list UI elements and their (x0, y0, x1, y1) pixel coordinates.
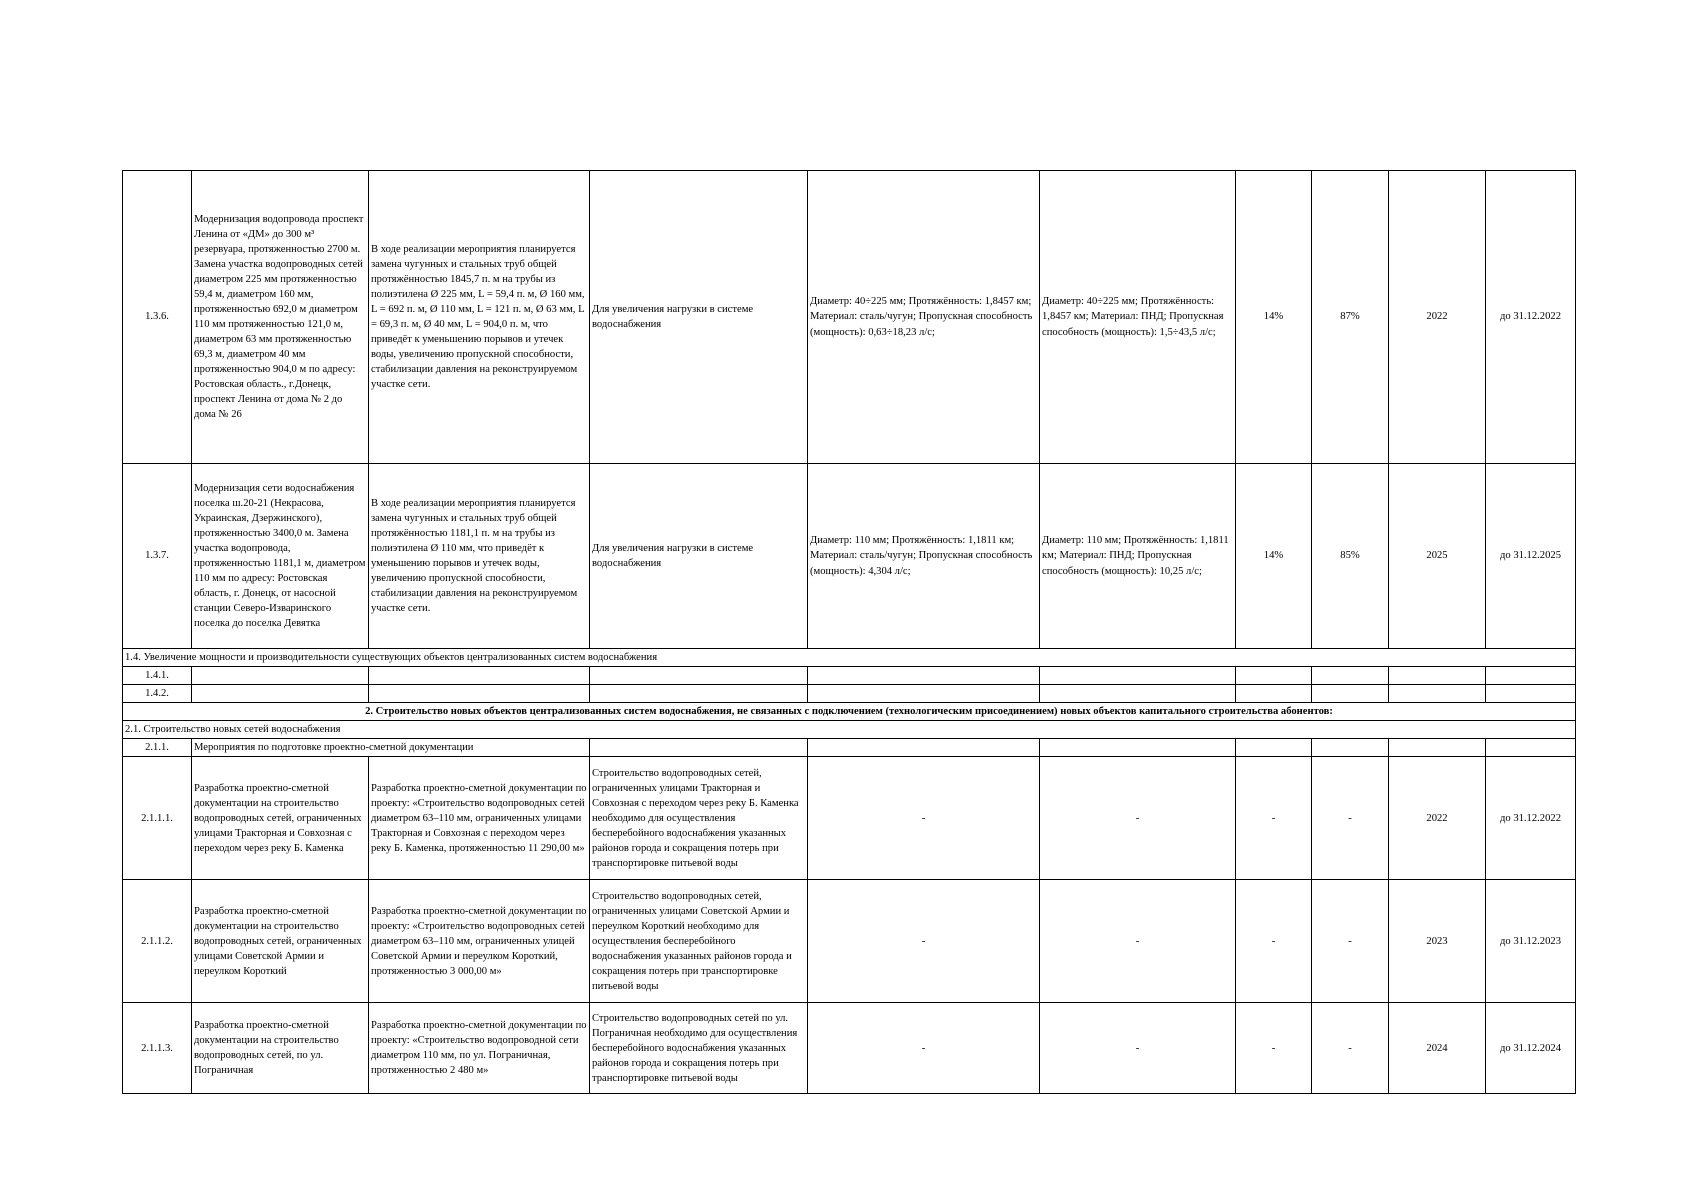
empty-cell (590, 739, 808, 757)
percent-after: 87% (1312, 171, 1389, 464)
row-number: 2.1.1.1. (123, 757, 192, 880)
measure-description: В ходе реализации мероприятия планируется замена чугунных и стальных труб общей протяжённостью 1845,7 п. м на трубы из полиэтилена Ø 225 мм, L = 59,4 п. м, Ø 160 мм, L = 692 п. м, Ø 110 мм, L = 121 п. м, Ø 63 мм, L = 69,3 п. м, Ø 40 мм, L = 904,0 п. м, что приведёт к уменьшению порывов и утечек воды, увеличению пропускной способности, стабилизации давления на реконструируемом участке сети. (369, 171, 590, 464)
year: 2023 (1389, 880, 1486, 1003)
deadline: до 31.12.2025 (1486, 464, 1576, 649)
table-row (123, 171, 1576, 464)
percent-before: - (1236, 880, 1312, 1003)
params-before: Диаметр: 110 мм; Протяжённость: 1,1811 км; Материал: сталь/чугун; Пропускная способность (мощность): 4,304 л/с; (808, 464, 1040, 649)
row-number: 2.1.1. (123, 739, 192, 757)
deadline: до 31.12.2024 (1486, 1003, 1576, 1094)
heading-row (123, 703, 1576, 721)
empty-cell (1389, 685, 1486, 703)
row-number: 1.3.6. (123, 171, 192, 464)
year: 2024 (1389, 1003, 1486, 1094)
empty-cell (1040, 685, 1236, 703)
empty-cell (1040, 739, 1236, 757)
empty-cell (369, 685, 590, 703)
measure-goal: Строительство водопроводных сетей, ограниченных улицами Тракторная и Совхозная с переходом через реку Б. Каменка необходимо для осуществления бесперебойного водоснабжения указанных районов города и сокращения потерь при транспортировке питьевой воды (590, 757, 808, 880)
empty-cell (192, 667, 369, 685)
params-after: - (1040, 757, 1236, 880)
params-after: Диаметр: 40÷225 мм; Протяжённость: 1,8457 км; Материал: ПНД; Пропускная способность (мощность): 1,5÷43,5 л/с; (1040, 171, 1236, 464)
empty-cell (1236, 739, 1312, 757)
empty-cell (369, 667, 590, 685)
row-number: 1.4.1. (123, 667, 192, 685)
section-row (123, 649, 1576, 667)
measure-description: Разработка проектно-сметной документации по проекту: «Строительство водопроводной сети диаметром 110 мм, по ул. Пограничная, протяженностью 2 480 м» (369, 1003, 590, 1094)
measure-goal: Строительство водопроводных сетей, ограниченных улицами Советской Армии и переулком Короткий необходимо для осуществления бесперебойного водоснабжения указанных районов города и сокращения потерь при транспортировке питьевой воды (590, 880, 808, 1003)
empty-cell (1486, 739, 1576, 757)
percent-before: - (1236, 1003, 1312, 1094)
percent-after: - (1312, 1003, 1389, 1094)
chapter-heading: 2. Строительство новых объектов централизованных систем водоснабжения, не связанных с подключением (технологическим присоединением) новых объектов капитального строительства абонентов: (123, 703, 1576, 721)
measure-name: Разработка проектно-сметной документации на строительство водопроводных сетей, ограниченных улицами Советской Армии и переулком Короткий (192, 880, 369, 1003)
measure-goal: Для увеличения нагрузки в системе водоснабжения (590, 171, 808, 464)
table-row (123, 464, 1576, 649)
table-row (123, 667, 1576, 685)
empty-cell (1486, 667, 1576, 685)
deadline: до 31.12.2022 (1486, 757, 1576, 880)
measure-goal: Строительство водопроводных сетей по ул. Пограничная необходимо для осуществления бесперебойного водоснабжения указанных районов города и сокращения потерь при транспортировке питьевой воды (590, 1003, 808, 1094)
empty-cell (1312, 685, 1389, 703)
table-row (123, 739, 1576, 757)
year: 2025 (1389, 464, 1486, 649)
measure-name: Разработка проектно-сметной документации на строительство водопроводных сетей, по ул. Пограничная (192, 1003, 369, 1094)
measure-name: Модернизация сети водоснабжения поселка ш.20-21 (Некрасова, Украинская, Дзержинского), протяженностью 3400,0 м. Замена участка водопровода, протяженностью 1181,1 м, диаметром 110 мм по адресу: Ростовская область, г. Донецк, от насосной станции Северо-Изваринского поселка до поселка Девятка (192, 464, 369, 649)
empty-cell (1486, 685, 1576, 703)
measure-description: Разработка проектно-сметной документации по проекту: «Строительство водопроводных сетей диаметром 63–110 мм, ограниченных улицей Советской Армии и переулком Короткий, протяженностью 3 000,00 м» (369, 880, 590, 1003)
year: 2022 (1389, 171, 1486, 464)
empty-cell (1236, 667, 1312, 685)
deadline: до 31.12.2022 (1486, 171, 1576, 464)
row-number: 2.1.1.2. (123, 880, 192, 1003)
empty-cell (192, 685, 369, 703)
empty-cell (1236, 685, 1312, 703)
empty-cell (1040, 667, 1236, 685)
empty-cell (1312, 739, 1389, 757)
params-before: - (808, 1003, 1040, 1094)
section-row (123, 721, 1576, 739)
empty-cell (808, 685, 1040, 703)
empty-cell (1312, 667, 1389, 685)
params-before: - (808, 757, 1040, 880)
percent-before: 14% (1236, 464, 1312, 649)
row-number: 1.4.2. (123, 685, 192, 703)
deadline: до 31.12.2023 (1486, 880, 1576, 1003)
year: 2022 (1389, 757, 1486, 880)
empty-cell (590, 685, 808, 703)
measure-name: Разработка проектно-сметной документации на строительство водопроводных сетей, ограниченных улицами Тракторная и Совхозная с переходом через реку Б. Каменка (192, 757, 369, 880)
measure-description: В ходе реализации мероприятия планируется замена чугунных и стальных труб общей протяжённостью 1181,1 п. м на трубы из полиэтилена Ø 110 мм, что приведёт к уменьшению порывов и утечек воды, увеличению пропускной способности, стабилизации давления на реконструируемом участке сети. (369, 464, 590, 649)
measure-name: Модернизация водопровода проспект Ленина от «ДМ» до 300 м³ резервуара, протяженностью 2700 м. Замена участка водопроводных сетей диаметром 225 мм протяженностью 59,4 м, диаметром 160 мм, протяженностью 692,0 м диаметром 110 мм протяженностью 121,0 м, диаметром 63 мм протяженностью 69,3 м, диаметром 40 мм протяженностью 904,0 м по адресу: Ростовская область., г.Донецк, проспект Ленина от дома № 2 до дома № 26 (192, 171, 369, 464)
params-before: - (808, 880, 1040, 1003)
table-row (123, 757, 1576, 880)
params-before: Диаметр: 40÷225 мм; Протяжённость: 1,8457 км; Материал: сталь/чугун; Пропускная способность (мощность): 0,63÷18,23 л/с; (808, 171, 1040, 464)
row-number: 1.3.7. (123, 464, 192, 649)
params-after: Диаметр: 110 мм; Протяжённость: 1,1811 км; Материал: ПНД; Пропускная способность (мощность): 10,25 л/с; (1040, 464, 1236, 649)
measure-goal: Для увеличения нагрузки в системе водоснабжения (590, 464, 808, 649)
percent-after: 85% (1312, 464, 1389, 649)
percent-before: - (1236, 757, 1312, 880)
percent-after: - (1312, 757, 1389, 880)
params-after: - (1040, 1003, 1236, 1094)
empty-cell (590, 667, 808, 685)
percent-after: - (1312, 880, 1389, 1003)
params-after: - (1040, 880, 1236, 1003)
empty-cell (1389, 739, 1486, 757)
measure-description: Разработка проектно-сметной документации по проекту: «Строительство водопроводных сетей диаметром 63–110 мм, ограниченных улицами Тракторная и Совхозная с переходом через реку Б. Каменка, протяженностью 11 290,00 м» (369, 757, 590, 880)
empty-cell (808, 739, 1040, 757)
percent-before: 14% (1236, 171, 1312, 464)
measure-name: Мероприятия по подготовке проектно-сметной документации (192, 739, 590, 757)
section-title: 2.1. Строительство новых сетей водоснабжения (123, 721, 1576, 739)
table-row (123, 880, 1576, 1003)
measures-table (122, 170, 1576, 1094)
table-row (123, 1003, 1576, 1094)
section-title: 1.4. Увеличение мощности и производительности существующих объектов централизованных систем водоснабжения (123, 649, 1576, 667)
table-row (123, 685, 1576, 703)
row-number: 2.1.1.3. (123, 1003, 192, 1094)
empty-cell (808, 667, 1040, 685)
empty-cell (1389, 667, 1486, 685)
